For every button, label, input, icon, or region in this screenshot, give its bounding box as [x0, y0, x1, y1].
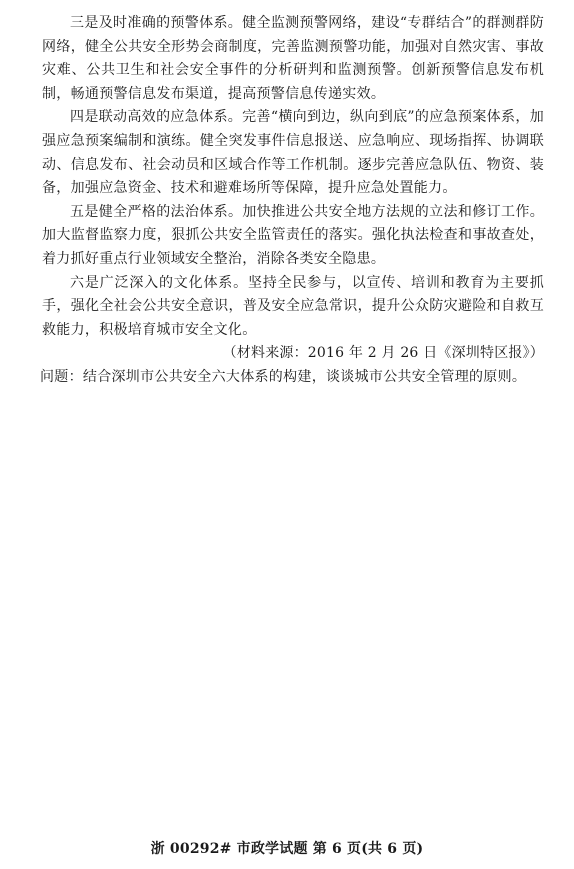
paragraph-safety-culture-system: 六是广泛深入的文化体系。坚持全民参与，以宣传、培训和教育为主要抓手，强化全社会公共安全意识，普及安全应急常识，提升公众防灾避险和自救互救能力，积极培育城市安全文化。 [42, 274, 544, 338]
material-body [42, 12, 544, 390]
page-footer: 浙 00292# 市政学试题 第 6 页(共 6 页) [150, 841, 424, 857]
material-source-citation: （材料来源：2016 年 2 月 26 日《深圳特区报》） [222, 345, 544, 362]
paragraph-early-warning-system: 三是及时准确的预警体系。健全监测预警网络，建设“专群结合”的群测群防网络，健全公共安全形势会商制度，完善监测预警功能，加强对自然灾害、事故灾难、公共卫生和社会安全事件的分析研判和监测预警。创新预警信息发布机制，畅通预警信息发布渠道，提高预警信息传递实效。 [42, 15, 544, 102]
exam-question: 问题：结合深圳市公共安全六大体系的构建，谈谈城市公共安全管理的原则。 [40, 368, 527, 385]
paragraph-rule-of-law-system: 五是健全严格的法治体系。加快推进公共安全地方法规的立法和修订工作。加大监督监察力度，狠抓公共安全监管责任的落实。强化执法检查和事故查处，着力抓好重点行业领域安全整治，消除各类安全隐患。 [42, 203, 544, 267]
paragraph-emergency-response-system: 四是联动高效的应急体系。完善“横向到边，纵向到底”的应急预案体系，加强应急预案编制和演练。健全突发事件信息报送、应急响应、现场指挥、协调联动、信息发布、社会动员和区域合作等工作机制。逐步完善应急队伍、物资、装备，加强应急资金、技术和避难场所等保障，提升应急处置能力。 [42, 109, 544, 197]
